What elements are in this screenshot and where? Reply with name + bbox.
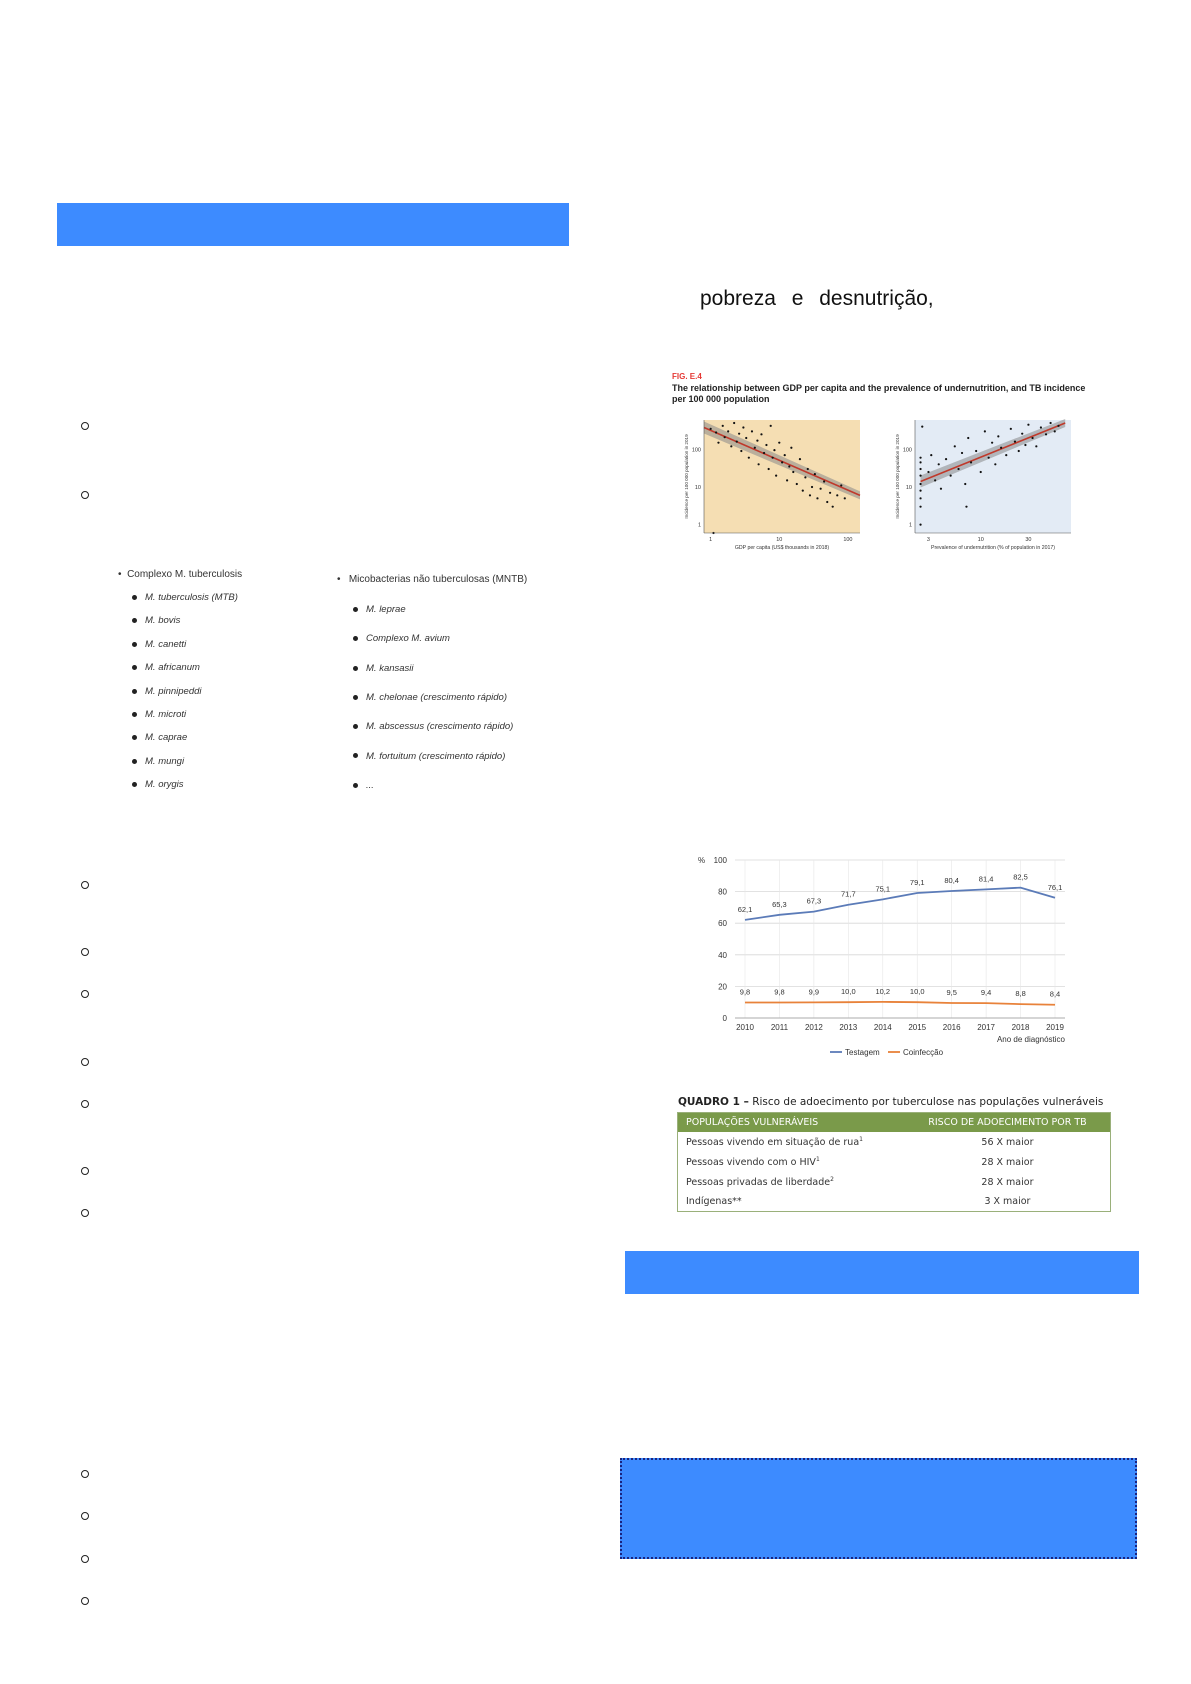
mntb-item: [353, 663, 414, 674]
x-axis-label: Ano de diagnóstico: [996, 1035, 1065, 1044]
bullet-point: [81, 1209, 89, 1217]
scatter-point: [724, 436, 726, 438]
list-dot: [132, 735, 137, 740]
list-dot: [353, 607, 358, 612]
scatter-point: [1014, 441, 1016, 443]
scatter-point: [934, 479, 936, 481]
y-tick-label: 60: [718, 919, 727, 929]
y-tick-label: 20: [718, 982, 727, 992]
scatter-point: [961, 452, 963, 454]
quadro-1-title-rest: Risco de adoecimento por tuberculose nas populações vulneráveis: [748, 1096, 1104, 1108]
scatter-point: [919, 483, 921, 485]
scatter-point: [772, 457, 774, 459]
scatter-point: [1010, 428, 1012, 430]
scatter-point: [836, 494, 838, 496]
bullet-point: [81, 1058, 89, 1066]
bullet-point: [81, 1555, 89, 1563]
scatter-point: [722, 425, 724, 427]
scatter-point: [814, 473, 816, 475]
table-cell-population: Pessoas vivendo em situação de rua$^1$: [686, 1136, 863, 1149]
bullet-point: [81, 491, 89, 499]
x-tick-label: 10: [776, 537, 783, 543]
scatter-point: [965, 506, 967, 508]
quadro-1-title-bold: QUADRO 1 –: [678, 1096, 749, 1108]
bullet-point: [81, 1167, 89, 1175]
scatter-point: [727, 430, 729, 432]
scatter-point: [1024, 444, 1026, 446]
mtb-complex-item: [132, 732, 187, 743]
fig-e4-title: The relationship between GDP per capita and the prevalence of undernutrition, and TB incidence per 100 000 population: [672, 383, 1086, 404]
scatter-point: [840, 484, 842, 486]
scatter-point: [792, 471, 794, 473]
scatter-point: [710, 428, 712, 430]
series-line: [745, 1002, 1055, 1005]
x-tick-label: 2018: [1011, 1023, 1030, 1032]
data-label: 81,4: [978, 874, 994, 884]
mtb-complex-item-label: M. microti: [145, 709, 187, 720]
scatter-point: [919, 461, 921, 463]
scatter-point: [829, 492, 831, 494]
bullet-point: [81, 1470, 89, 1478]
table-header-cell: RISCO DE ADOECIMENTO POR TB: [928, 1117, 1087, 1128]
data-label: 75,1: [875, 884, 891, 894]
legend-label: Coinfecção: [903, 1048, 944, 1057]
scatter-point: [809, 494, 811, 496]
scatter-point: [1054, 430, 1056, 432]
mtb-complex-title: • Complexo M. tuberculosis: [118, 569, 243, 580]
scatter-point: [994, 463, 996, 465]
mntb-item-label: M. abscessus (crescimento rápido): [366, 721, 514, 733]
x-tick-label: 2011: [770, 1023, 789, 1032]
x-tick-label: 2015: [908, 1023, 927, 1032]
data-label: 80,4: [944, 875, 959, 885]
mtb-complex-item-label: M. caprae: [145, 732, 188, 744]
mtb-complex-item: [132, 662, 200, 673]
data-label: 9,8: [774, 987, 785, 997]
list-dot: [132, 595, 137, 600]
list-dot: [132, 689, 137, 694]
x-axis-label: Prevalence of undernutrition (% of population in 2017): [930, 545, 1056, 551]
mtb-complex-item: [132, 639, 186, 650]
list-dot: [132, 759, 137, 764]
mtb-complex-item-label: M. africanum: [145, 662, 200, 674]
mtb-complex-item-label: M. canetti: [145, 638, 187, 650]
fig-e4-scatter-plots: [680, 414, 1100, 564]
y-tick-label: 1: [697, 522, 701, 529]
bullet-point: [81, 1597, 89, 1605]
mntb-item-label: M. chelonae (crescimento rápido): [366, 691, 507, 703]
list-dot: [353, 666, 358, 671]
scatter-point: [823, 480, 825, 482]
mtb-complex-item: [132, 779, 184, 790]
scatter-point: [1040, 426, 1042, 428]
mntb-item: [353, 780, 374, 791]
x-tick-label: 30: [1025, 537, 1032, 543]
scatter-point: [736, 441, 738, 443]
data-label: 65,3: [772, 899, 787, 909]
x-tick-label: 2017: [977, 1023, 996, 1032]
bullet-point: [81, 990, 89, 998]
table-row: [678, 1172, 1110, 1192]
scatter-point: [751, 430, 753, 432]
y-tick-label: 0: [722, 1014, 727, 1023]
heading-text: pobreza e desnutrição,: [700, 287, 934, 310]
scatter-point: [807, 468, 809, 470]
scatter-point: [991, 442, 993, 444]
table-header-row: [678, 1113, 1110, 1132]
quadro-1-table: [678, 1113, 1110, 1211]
bullet-point: [81, 1100, 89, 1108]
mntb-title: • Micobacterias não tuberculosas (MNTB): [337, 574, 528, 585]
scatter-point: [954, 445, 956, 447]
scatter-point: [832, 506, 834, 508]
data-label: 71,7: [841, 889, 856, 899]
section-header-bar-right: [625, 1251, 1139, 1294]
mtb-complex-item: [132, 756, 184, 767]
scatter-point: [788, 465, 790, 467]
scatter-point: [790, 447, 792, 449]
mtb-complex-item-label: M. pinnipeddi: [145, 685, 202, 697]
y-tick-label: 1: [908, 522, 912, 529]
footnote-marker: 2: [830, 1176, 834, 1184]
mntb-item-label: Complexo M. avium: [366, 633, 450, 645]
y-tick-label: 40: [718, 950, 727, 960]
table-cell-population: Pessoas privadas de liberdade$^2$: [686, 1176, 834, 1189]
list-dot: [353, 783, 358, 788]
scatter-point: [802, 490, 804, 492]
scatter-point: [733, 422, 735, 424]
scatter-point: [799, 458, 801, 460]
table-row: [678, 1152, 1110, 1172]
scatter-point: [1035, 445, 1037, 447]
scatter-point: [820, 488, 822, 490]
y-tick-label: 10: [694, 484, 701, 491]
testagem-coinfeccao-line-chart: [690, 850, 1080, 1065]
scatter-point: [964, 483, 966, 485]
data-label: 82,5: [1013, 872, 1028, 882]
footnote-marker: 1: [859, 1136, 863, 1143]
scatter-point: [980, 471, 982, 473]
table-row: [678, 1192, 1110, 1211]
scatter-point: [975, 450, 977, 452]
data-label: 62,1: [737, 904, 753, 914]
scatter-point: [760, 433, 762, 435]
list-dot: [132, 665, 137, 670]
scatter-point: [919, 524, 921, 526]
scatter-point: [950, 475, 952, 477]
x-tick-label: 10: [977, 537, 984, 543]
mtb-complex-item-label: M. tuberculosis (MTB): [145, 592, 238, 603]
scatter-point: [1027, 424, 1029, 426]
scatter-point: [796, 483, 798, 485]
quadro-1-table-wrap: [677, 1112, 1111, 1212]
scatter-point: [781, 461, 783, 463]
x-axis-label: GDP per capita (US$ thousands in 2018): [734, 545, 830, 551]
x-tick-label: 2014: [873, 1023, 892, 1032]
x-tick-label: 3: [926, 537, 930, 543]
footnote-marker: 1: [815, 1156, 820, 1164]
scatter-point: [775, 475, 777, 477]
table-cell-population: Pessoas vivendo com o HIV$^1$: [686, 1156, 820, 1169]
scatter-point: [826, 501, 828, 503]
list-dot: [353, 753, 358, 758]
mntb-item-label: ...: [366, 779, 374, 791]
table-cell-risk: 28 X maior: [981, 1176, 1034, 1188]
scatter-point: [770, 425, 772, 427]
scatter-point: [1057, 425, 1059, 427]
scatter-point: [816, 497, 818, 499]
scatter-point: [919, 497, 921, 499]
scatter-point: [811, 486, 813, 488]
scatter-point: [740, 450, 742, 452]
scatter-point: [1049, 422, 1051, 424]
scatter-point: [1000, 447, 1002, 449]
mntb-item-label: M. fortuitum (crescimento rápido): [366, 750, 506, 762]
bullet-point: [81, 422, 89, 430]
bullet-point: [81, 881, 89, 889]
data-label: 9,9: [808, 987, 820, 997]
mntb-item: [353, 721, 513, 732]
scatter-point: [765, 444, 767, 446]
x-tick-label: 2010: [736, 1023, 754, 1032]
x-tick-label: 2013: [839, 1023, 858, 1032]
bullet-point: [81, 1512, 89, 1520]
scatter-point: [738, 433, 740, 435]
scatter-point: [717, 442, 719, 444]
table-cell-risk: 56 X maior: [981, 1136, 1034, 1148]
scatter-point: [773, 449, 775, 451]
scatter-point: [1018, 450, 1020, 452]
scatter-point: [786, 479, 788, 481]
mntb-item: [353, 751, 505, 762]
scatter-point: [919, 475, 921, 477]
table-cell-risk: 3 X maior: [984, 1196, 1031, 1208]
mntb-item: [353, 692, 507, 703]
scatter-point: [745, 437, 747, 439]
scatter-point: [919, 468, 921, 470]
scatter-point: [970, 461, 972, 463]
y-tick-label: 100: [713, 856, 727, 865]
legend-label: Testagem: [845, 1048, 880, 1057]
scatter-point: [742, 426, 744, 428]
data-label: 8,8: [1015, 989, 1026, 999]
data-label: 79,1: [909, 878, 925, 888]
data-label: 9,8: [739, 987, 751, 997]
data-label: 9,5: [946, 987, 957, 997]
data-label: 10,0: [841, 987, 856, 997]
scatter-point: [768, 468, 770, 470]
scatter-point: [1045, 433, 1047, 435]
scatter-point: [715, 431, 717, 433]
data-label: 9,4: [980, 988, 992, 998]
table-cell-population: Indígenas**: [686, 1196, 742, 1208]
scatter-point: [754, 447, 756, 449]
scatter-point: [1005, 454, 1007, 456]
list-dot: [353, 636, 358, 641]
scatter-point: [730, 445, 732, 447]
mntb-item-label: M. kansasii: [366, 662, 414, 674]
mtb-complex-item: [132, 686, 202, 697]
y-axis-label: Incidence per 100 000 population in 2019: [684, 434, 689, 519]
mntb-item: [353, 604, 406, 615]
mtb-complex-item: [132, 709, 186, 720]
scatter-point: [940, 488, 942, 490]
table-cell-risk: 28 X maior: [981, 1156, 1034, 1168]
scatter-point: [997, 435, 999, 437]
highlight-box: [620, 1458, 1137, 1559]
data-label: 10,2: [875, 986, 891, 996]
y-tick-label: 100: [902, 447, 912, 454]
scatter-point: [988, 457, 990, 459]
x-tick-label: 2012: [804, 1023, 823, 1032]
mtb-complex-item-label: M. mungi: [145, 755, 185, 767]
x-tick-label: 100: [843, 537, 853, 543]
scatter-point: [784, 454, 786, 456]
scatter-point: [804, 476, 806, 478]
y-axis-label: Incidence per 100 000 population in 2019: [895, 434, 900, 519]
list-dot: [353, 724, 358, 729]
mntb-item-label: M. leprae: [366, 604, 406, 615]
scatter-point: [930, 454, 932, 456]
scatter-point: [763, 452, 765, 454]
list-dot: [132, 618, 137, 623]
scatter-point: [778, 442, 780, 444]
scatter-point: [919, 457, 921, 459]
scatter-point: [957, 468, 959, 470]
y-tick-label: 10: [905, 484, 912, 491]
x-tick-label: 2019: [1046, 1023, 1064, 1032]
list-dot: [353, 695, 358, 700]
y-tick-label: 80: [718, 887, 727, 897]
list-dot: [132, 642, 137, 647]
list-dot: [132, 712, 137, 717]
scatter-point: [919, 490, 921, 492]
scatter-point: [758, 463, 760, 465]
data-label: 67,3: [806, 896, 822, 906]
scatter-point: [921, 426, 923, 428]
scatter-point: [984, 430, 986, 432]
table-header-cell: POPULAÇÕES VULNERÁVEIS: [686, 1117, 819, 1128]
mntb-item: [353, 633, 450, 644]
y-tick-label: 100: [691, 447, 701, 454]
quadro-1-title: [678, 1096, 1103, 1108]
data-label: 76,1: [1047, 882, 1063, 892]
mtb-complex-item-label: M. orygis: [145, 779, 184, 791]
mtb-complex-item-label: M. bovis: [145, 615, 181, 627]
fig-e4-label: FIG. E.4: [672, 372, 702, 381]
scatter-point: [748, 457, 750, 459]
scatter-point: [945, 458, 947, 460]
scatter-point: [1021, 433, 1023, 435]
scatter-point: [927, 471, 929, 473]
table-row: [678, 1132, 1110, 1152]
data-label: 8,4: [1049, 989, 1061, 999]
scatter-point: [919, 506, 921, 508]
section-header-bar-left: [57, 203, 569, 246]
bullet-point: [81, 948, 89, 956]
x-tick-label: 2016: [942, 1023, 961, 1032]
x-tick-label: 1: [709, 537, 713, 543]
y-axis-label: %: [698, 856, 706, 865]
scatter-point: [967, 437, 969, 439]
data-label: 10,0: [909, 987, 925, 997]
scatter-point: [938, 463, 940, 465]
scatter-point: [844, 497, 846, 499]
list-dot: [132, 782, 137, 787]
scatter-point: [1031, 437, 1033, 439]
series-line: [745, 888, 1055, 920]
mtb-complex-item: [132, 592, 238, 603]
mtb-complex-item: [132, 615, 180, 626]
scatter-point: [756, 440, 758, 442]
